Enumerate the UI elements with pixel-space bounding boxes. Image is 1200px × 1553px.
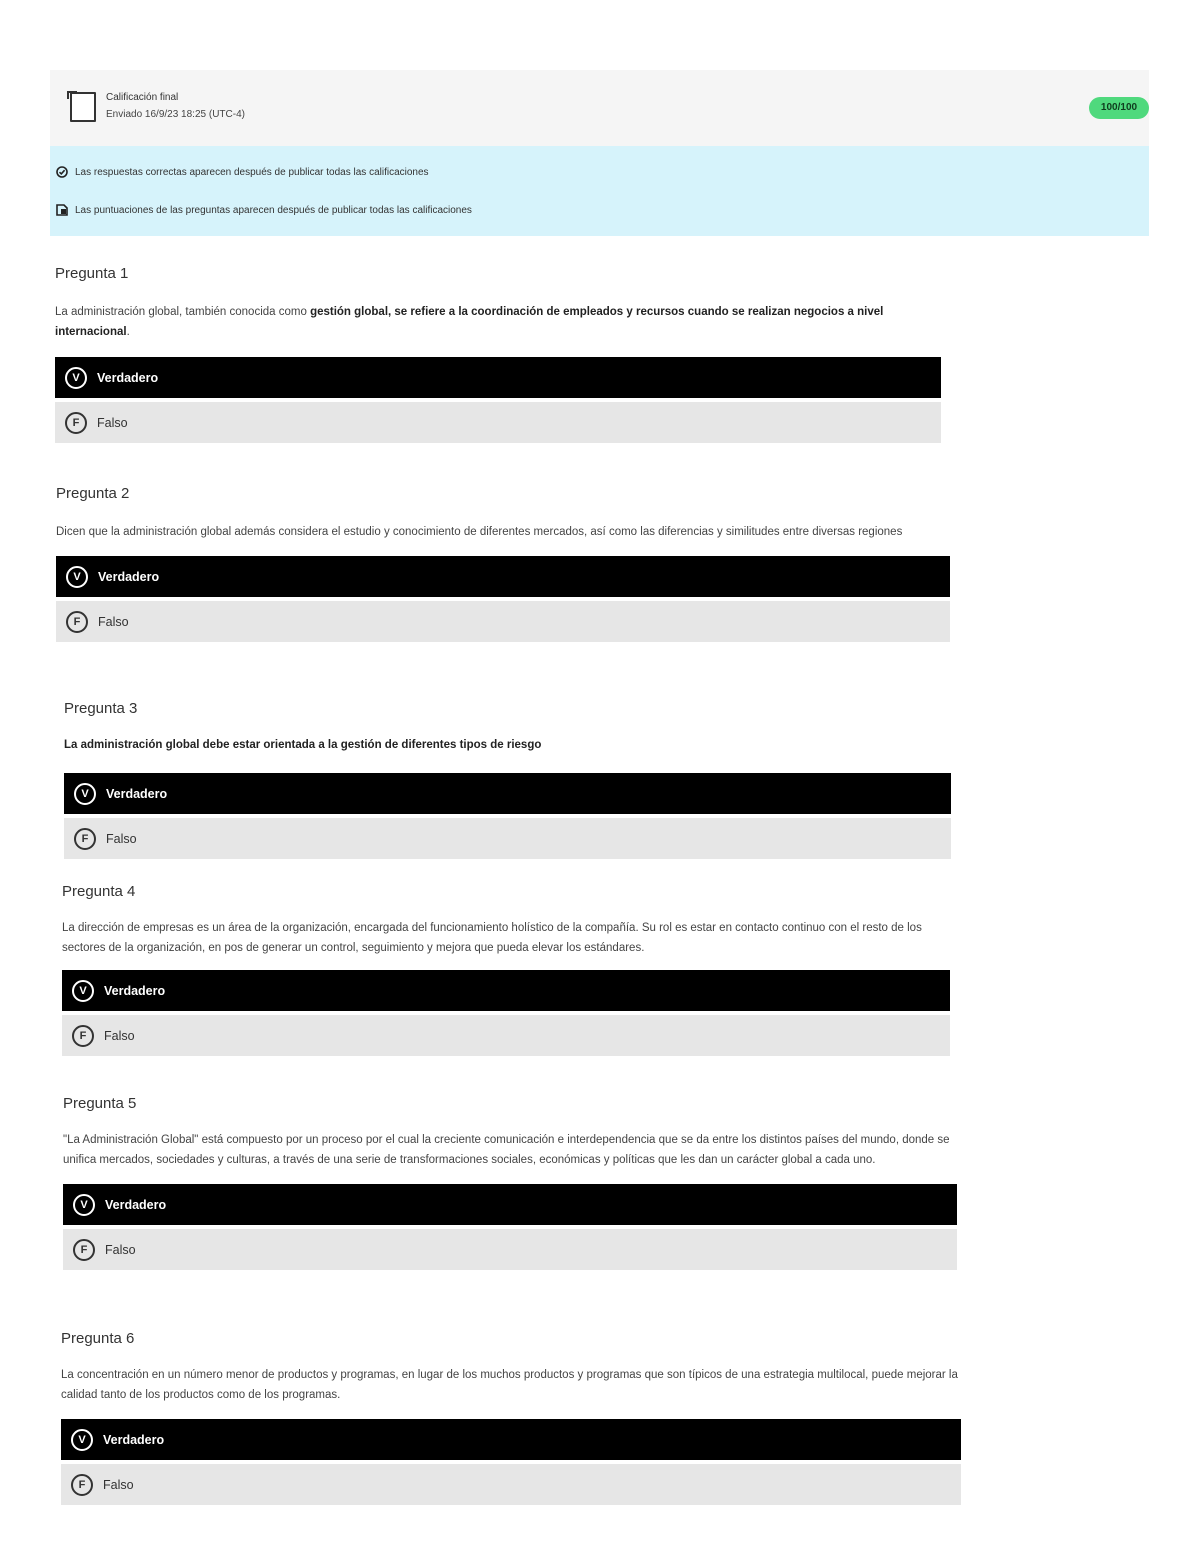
final-grade-header <box>50 70 1149 146</box>
question-text: La concentración en un número menor de productos y programas, en lugar de los muchos productos y programas que son típicos de una estrategia multilocal, puede mejorar la calidad tanto de los productos como de los programas. <box>61 1369 958 1401</box>
question-title: Pregunta 2 <box>56 485 130 502</box>
option-false[interactable] <box>55 402 941 443</box>
option-label: Verdadero <box>98 569 160 584</box>
option-false[interactable] <box>64 818 951 859</box>
question-text: Dicen que la administración global además considera el estudio y conocimiento de diferentes mercados, así como las diferencias y similitudes entre diversas regiones <box>56 526 903 538</box>
option-label: Falso <box>98 614 129 629</box>
option-label: Falso <box>105 1242 136 1257</box>
option-true[interactable] <box>63 1184 957 1225</box>
f-circle-icon: F <box>73 1239 95 1261</box>
v-circle-icon: V <box>72 980 94 1002</box>
document-icon <box>70 92 96 122</box>
option-label: Falso <box>103 1477 134 1492</box>
f-circle-icon: F <box>65 412 87 434</box>
question-3 <box>64 700 951 859</box>
option-label: Falso <box>97 415 128 430</box>
option-false[interactable] <box>56 601 950 642</box>
question-6 <box>61 1330 961 1505</box>
option-label: Falso <box>106 831 137 846</box>
info-row-answers <box>56 166 429 178</box>
option-false[interactable] <box>63 1229 957 1270</box>
f-circle-icon: F <box>71 1474 93 1496</box>
option-true[interactable] <box>55 357 941 398</box>
question-title: Pregunta 3 <box>64 700 138 717</box>
grade-title: Calificación final <box>106 92 179 103</box>
question-title: Pregunta 4 <box>62 883 136 900</box>
question-1 <box>55 265 941 443</box>
option-true[interactable] <box>62 970 950 1011</box>
option-true[interactable] <box>61 1419 961 1460</box>
v-circle-icon: V <box>66 566 88 588</box>
v-circle-icon: V <box>74 783 96 805</box>
v-circle-icon: V <box>73 1194 95 1216</box>
question-title: Pregunta 5 <box>63 1095 137 1112</box>
question-title: Pregunta 1 <box>55 265 129 282</box>
v-circle-icon: V <box>71 1429 93 1451</box>
f-circle-icon: F <box>72 1025 94 1047</box>
option-label: Verdadero <box>103 1432 165 1447</box>
question-title: Pregunta 6 <box>61 1330 135 1347</box>
option-label: Verdadero <box>105 1197 167 1212</box>
info-answers-text: Las respuestas correctas aparecen después de publicar todas las calificaciones <box>75 166 429 178</box>
option-false[interactable] <box>61 1464 961 1505</box>
question-text: La dirección de empresas es un área de la organización, encargada del funcionamiento holístico de la compañía. Su rol es estar en contacto continuo con el resto de los sectores de la organización, en pos de generar un control, seguimiento y mejora que pueda elevar los estándares. <box>62 922 922 954</box>
score-badge: 100/100 <box>1089 97 1149 119</box>
question-5 <box>63 1095 957 1270</box>
question-text: La administración global, también conocida como gestión global, se refiere a la coordinación de empleados y recursos cuando se realizan negocios a nivel internacional. <box>55 306 884 338</box>
option-label: Verdadero <box>97 370 159 385</box>
document-edit-icon <box>56 204 68 216</box>
question-text: "La Administración Global" está compuesto por un proceso por el cual la creciente comunicación e interdependencia que se da entre los distintos países del mundo, donde se unifica mercados, sociedades y culturas, a través de una serie de transformaciones sociales, económicas y políticas que les dan un carácter global a cada uno. <box>63 1134 950 1166</box>
check-circle-icon <box>56 166 68 178</box>
info-panel <box>50 146 1149 236</box>
option-label: Verdadero <box>106 786 168 801</box>
question-text: La administración global debe estar orientada a la gestión de diferentes tipos de riesgo <box>64 739 542 751</box>
info-scores-text: Las puntuaciones de las preguntas aparecen después de publicar todas las calificaciones <box>75 204 472 216</box>
submitted-date: Enviado 16/9/23 18:25 (UTC-4) <box>106 109 245 120</box>
question-4 <box>62 883 950 1056</box>
info-row-scores <box>56 204 472 216</box>
v-circle-icon: V <box>65 367 87 389</box>
option-label: Falso <box>104 1028 135 1043</box>
option-label: Verdadero <box>104 983 166 998</box>
f-circle-icon: F <box>66 611 88 633</box>
option-true[interactable] <box>56 556 950 597</box>
option-false[interactable] <box>62 1015 950 1056</box>
question-2 <box>56 485 950 642</box>
f-circle-icon: F <box>74 828 96 850</box>
option-true[interactable] <box>64 773 951 814</box>
